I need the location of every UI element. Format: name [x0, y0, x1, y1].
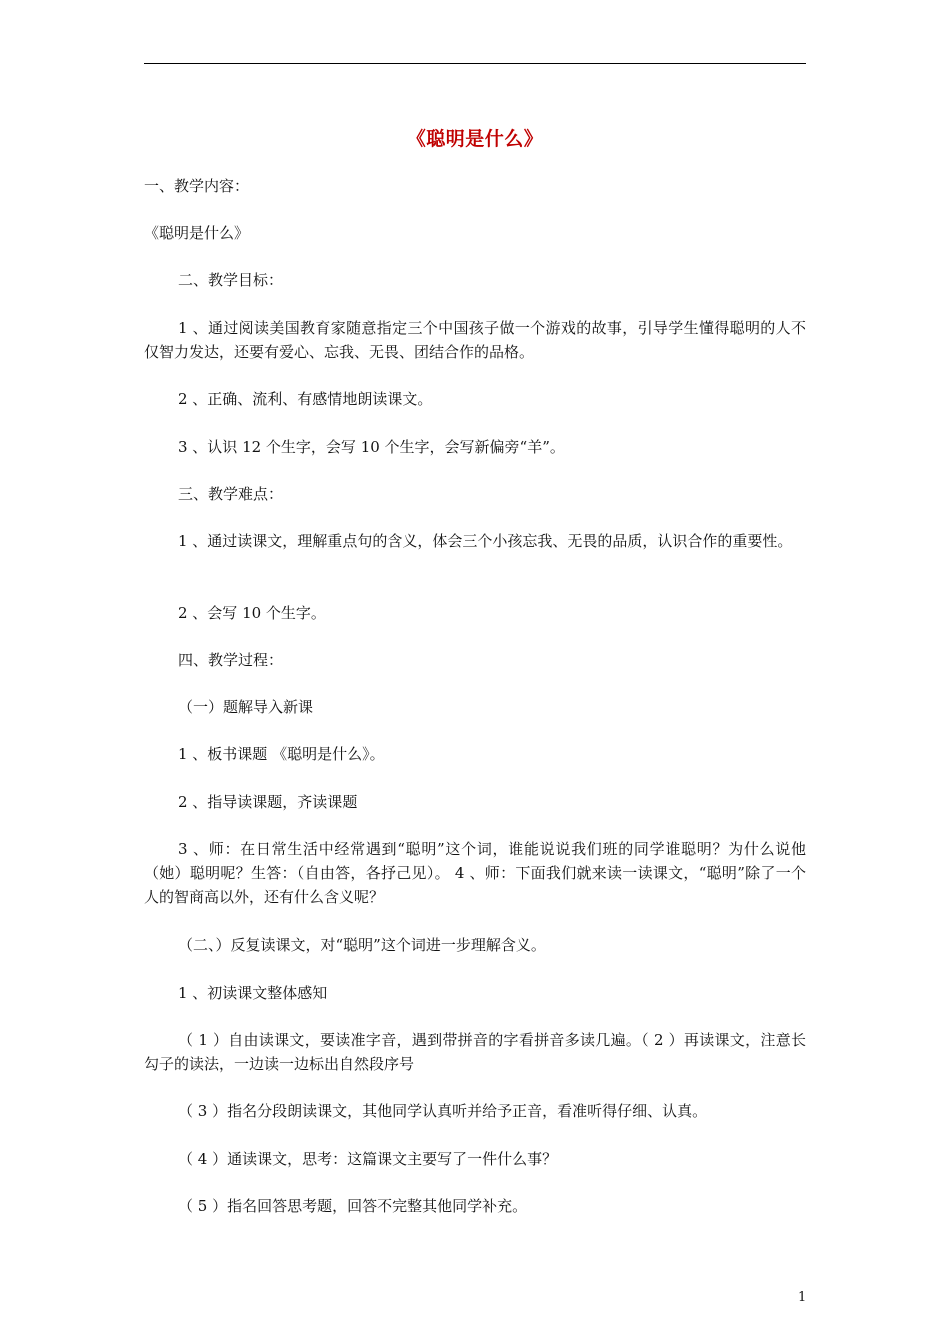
paragraph-first-reading: 1 、初读课文整体感知 — [178, 984, 328, 1002]
paragraph-step-3-4: 3 、师：在日常生活中经常遇到“聪明”这个词，谁能说说我们班的同学谁聪明？为什么说他（她）聪明呢？生答：（自由答，各抒己见）。 4 、师：下面我们就来读一读课文，“聪明”除了一个人的智商高以外，还有什么含义呢？ — [144, 840, 806, 906]
document-title: 《聪明是什么》 — [406, 128, 544, 150]
section-heading-difficulties: 三、教学难点： — [178, 485, 284, 503]
paragraph-difficulty-1: 1 、通过读课文，理解重点句的含义，体会三个小孩忘我、无畏的品质，认识合作的重要性。 — [178, 532, 793, 550]
subsection-heading-reading: （二、）反复读课文，对“聪明”这个词进一步理解含义。 — [178, 936, 546, 954]
section-heading-process: 四、教学过程： — [178, 651, 284, 669]
paragraph-difficulty-2: 2 、会写 10 个生字。 — [178, 604, 326, 622]
section-heading-content: 一、教学内容： — [144, 177, 250, 195]
paragraph-goal-2: 2 、正确、流利、有感情地朗读课文。 — [178, 390, 433, 408]
paragraph-goal-1: 1 、通过阅读美国教育家随意指定三个中国孩子做一个游戏的故事，引导学生懂得聪明的人不仅智力发达，还要有爱心、忘我、无畏、团结合作的品格。 — [144, 319, 806, 361]
paragraph-goal-3: 3 、认识 12 个生字，会写 10 个生字，会写新偏旁“羊”。 — [178, 438, 565, 456]
section-heading-goals: 二、教学目标： — [178, 271, 284, 289]
paragraph-reading-5: （ 5 ）指名回答思考题，回答不完整其他同学补充。 — [178, 1197, 528, 1215]
paragraph-reading-3: （ 3 ）指名分段朗读课文，其他同学认真听并给予正音，看准听得仔细、认真。 — [178, 1102, 708, 1120]
paragraph-reading-4: （ 4 ）通读课文，思考：这篇课文主要写了一件什么事？ — [178, 1150, 558, 1168]
paragraph-step-2: 2 、指导读课题，齐读课题 — [178, 793, 358, 811]
paragraph-step-1: 1 、板书课题 《聪明是什么》。 — [178, 745, 385, 763]
page-number: 1 — [798, 1290, 807, 1305]
header-rule — [144, 63, 806, 64]
subsection-heading-intro: （一）题解导入新课 — [178, 698, 314, 716]
paragraph-reading-1-2: （ 1 ）自由读课文，要读准字音，遇到带拼音的字看拼音多读几遍。（ 2 ）再读课文，注意长勾子的读法，一边读一边标出自然段序号 — [144, 1031, 806, 1073]
paragraph-lesson-name: 《聪明是什么》 — [144, 224, 250, 242]
